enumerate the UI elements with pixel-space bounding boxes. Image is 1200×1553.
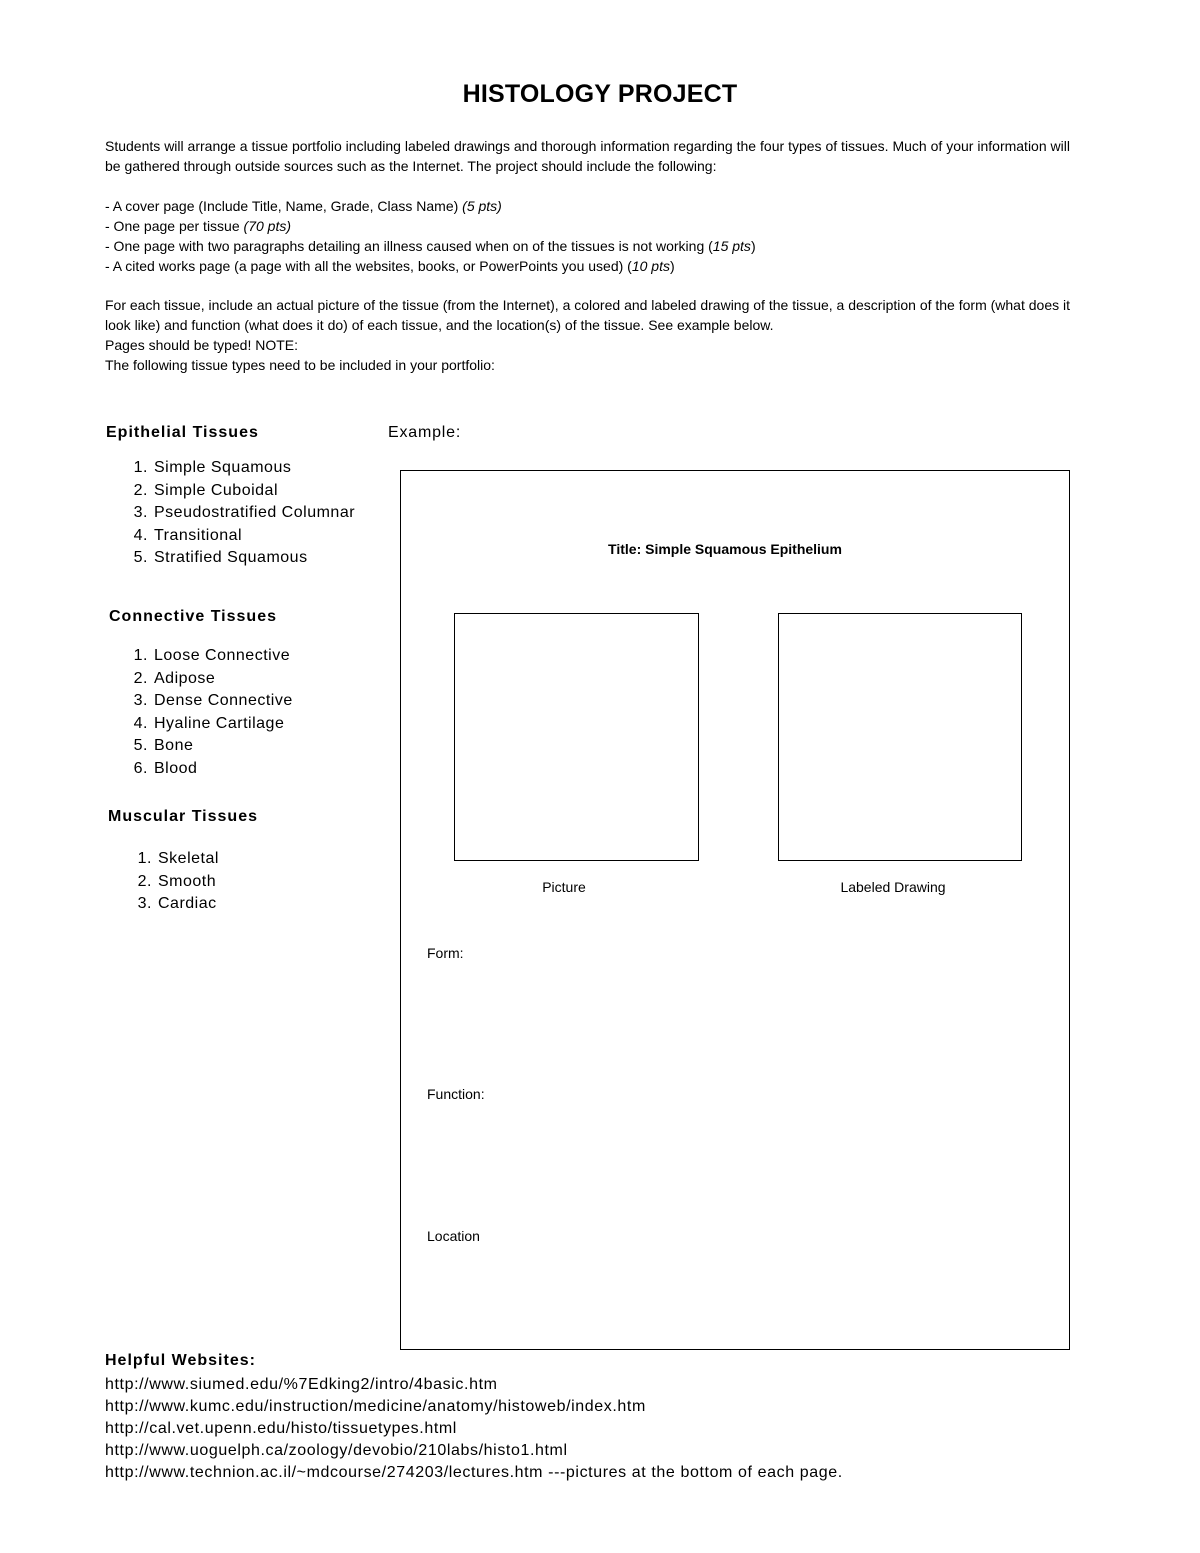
list-label: Blood [154,759,198,777]
epithelial-heading: Epithelial Tissues [106,424,259,441]
requirement-item [105,216,1070,236]
list-number: 2. [137,872,152,890]
website-link[interactable]: http://www.kumc.edu/instruction/medicine/anatomy/histoweb/index.htm [105,1398,646,1415]
list-item [124,525,355,548]
list-number: 3. [133,504,148,521]
instructions-line: The following tissue types need to be included in your portfolio: [105,357,495,373]
drawing-placeholder [778,613,1022,861]
requirement-text: - A cited works page (a page with all the websites, books, or PowerPoints you used) ( [105,258,632,274]
list-number: 2. [133,669,148,687]
list-item [124,502,355,525]
example-label: Example: [388,424,462,441]
list-number: 5. [133,737,148,754]
list-item [128,871,219,894]
website-link[interactable]: http://cal.vet.upenn.edu/histo/tissuetypes.html [105,1420,457,1437]
list-number: 3. [137,895,152,912]
list-number: 3. [133,692,148,709]
requirement-item [105,236,1070,256]
list-label: Transitional [154,526,243,544]
list-label: Hyaline Cartilage [154,714,285,732]
requirement-points: 10 pts [631,258,670,274]
website-link[interactable]: http://www.uoguelph.ca/zoology/devobio/210labs/histo1.html [105,1442,568,1459]
list-item [124,480,355,503]
connective-heading: Connective Tissues [109,608,277,625]
example-title: Title: Simple Squamous Epithelium [608,541,842,557]
requirement-text: - One page with two paragraphs detailing an illness caused when on of the tissues is not working ( [105,238,713,254]
list-item [128,848,219,871]
list-number: 1. [137,850,152,867]
connective-list [124,645,293,780]
picture-caption: Picture [542,879,586,895]
list-number: 5. [133,549,148,566]
requirement-close: ) [669,258,675,274]
requirement-points: (5 pts) [462,198,502,214]
list-item [124,645,293,668]
list-number: 1. [133,459,148,476]
list-item [124,735,293,758]
website-link[interactable]: http://www.siumed.edu/%7Edking2/intro/4basic.htm [105,1376,498,1393]
list-label: Cardiac [158,895,217,912]
list-number: 4. [133,526,148,544]
intro-paragraph [105,136,1070,176]
list-label: Smooth [158,872,217,890]
list-number: 1. [133,647,148,664]
list-item [124,547,355,570]
helpful-websites-heading: Helpful Websites: [105,1352,256,1369]
helpful-websites-list [105,1374,843,1484]
list-item [124,668,293,691]
list-item [128,893,219,916]
list-item [124,690,293,713]
list-label: Simple Cuboidal [154,481,279,499]
list-label: Loose Connective [154,647,291,664]
list-label: Pseudostratified Columnar [154,504,356,521]
list-label: Adipose [154,669,216,687]
list-item [124,713,293,736]
list-number: 6. [133,759,148,777]
example-page-box [400,470,1070,1350]
list-label: Simple Squamous [154,459,292,476]
instructions-line: For each tissue, include an actual picture of the tissue (from the Internet), a colored and labeled drawing of the tissue, a description of the form (what does it look like) and function (what does it do) of each tissue, and the location(s) of the tissue. See example below. [105,297,1070,333]
list-item [124,457,355,480]
list-number: 2. [133,481,148,499]
list-label: Skeletal [158,850,219,867]
muscular-heading: Muscular Tissues [108,808,258,825]
page-title: HISTOLOGY PROJECT [462,80,738,108]
requirement-item [105,196,1070,216]
requirements-list [105,196,1070,276]
list-label: Stratified Squamous [154,549,308,566]
requirement-close: ) [750,238,756,254]
location-label: Location [427,1228,480,1244]
requirement-text: - One page per tissue [105,218,244,234]
instructions-paragraph [105,295,1070,375]
requirement-points: (70 pts) [243,218,291,234]
requirement-item [105,256,1070,276]
drawing-caption: Labeled Drawing [840,879,946,895]
requirement-points: 15 pts [712,238,751,254]
function-label: Function: [427,1086,485,1102]
form-label: Form: [427,945,464,961]
muscular-list [128,848,219,916]
picture-placeholder [454,613,699,861]
intro-text: Students will arrange a tissue portfolio including labeled drawings and thorough information regarding the four types of tissues. Much of your information will be gathered through outside sources such as the Internet. The project should include the following: [105,138,1070,174]
list-number: 4. [133,714,148,732]
requirement-text: - A cover page (Include Title, Name, Grade, Class Name) [105,198,463,214]
list-label: Bone [154,737,194,754]
instructions-line: Pages should be typed! NOTE: [105,337,298,353]
list-label: Dense Connective [154,692,293,709]
epithelial-list [124,457,355,570]
list-item [124,758,293,781]
website-link[interactable]: http://www.technion.ac.il/~mdcourse/274203/lectures.htm ---pictures at the bottom of each page. [105,1464,843,1481]
